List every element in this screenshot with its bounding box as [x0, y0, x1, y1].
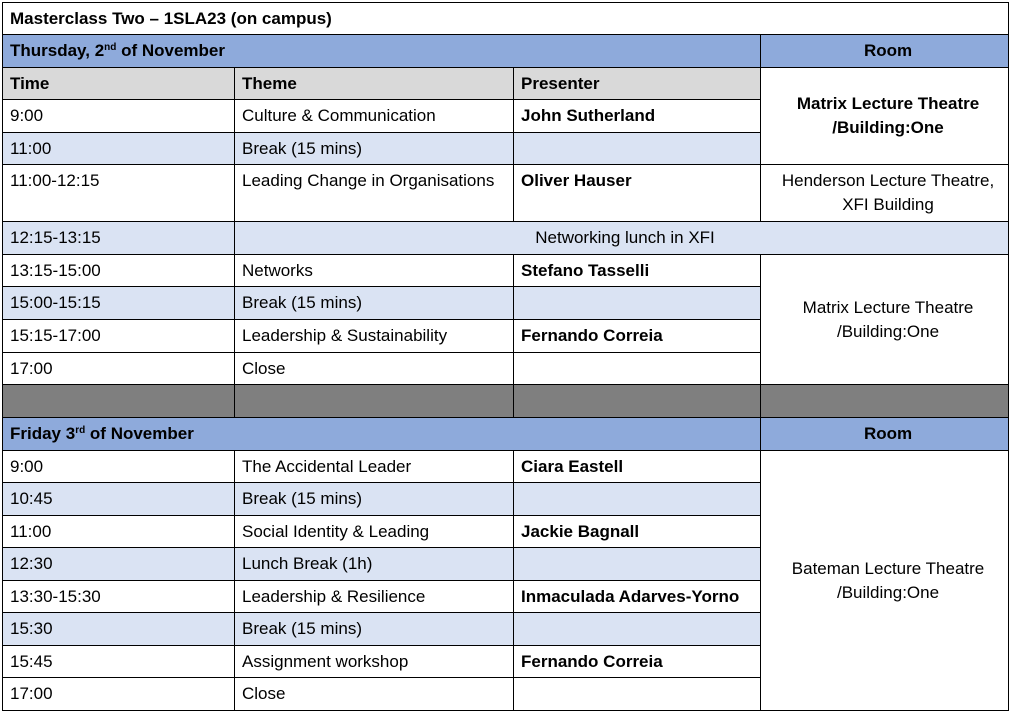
separator-cell: [514, 385, 761, 418]
page-title: Masterclass Two – 1SLA23 (on campus): [3, 3, 1009, 35]
room-header: Room: [761, 418, 1009, 451]
separator-row: [3, 385, 1009, 418]
table-row: [3, 222, 1009, 255]
time-cell: 17:00: [3, 353, 235, 385]
presenter-cell: Jackie Bagnall: [514, 516, 761, 548]
day1-heading: Thursday, 2nd of November: [3, 35, 761, 68]
column-header-row: [3, 68, 1009, 100]
room-cell: Henderson Lecture Theatre, XFI Building: [761, 165, 1009, 222]
theme-column-header: Theme: [235, 68, 514, 100]
time-cell: 15:00-15:15: [3, 287, 235, 320]
networking-lunch-cell: Networking lunch in XFI: [235, 222, 1009, 255]
presenter-cell: Stefano Tasselli: [514, 255, 761, 287]
theme-cell: Lunch Break (1h): [235, 548, 514, 581]
time-cell: 15:45: [3, 646, 235, 678]
table-row: [3, 165, 1009, 222]
room-header: Room: [761, 35, 1009, 68]
theme-cell: Break (15 mins): [235, 613, 514, 646]
time-cell: 12:15-13:15: [3, 222, 235, 255]
theme-cell: Leading Change in Organisations: [235, 165, 514, 222]
room-cell: Matrix Lecture Theatre /Building:One: [761, 255, 1009, 385]
schedule-table: [2, 2, 1009, 711]
theme-cell: Close: [235, 353, 514, 385]
separator-cell: [761, 385, 1009, 418]
time-cell: 10:45: [3, 483, 235, 516]
theme-cell: Break (15 mins): [235, 133, 514, 165]
presenter-cell: Ciara Eastell: [514, 451, 761, 483]
presenter-cell: [514, 353, 761, 385]
time-cell: 13:30-15:30: [3, 581, 235, 613]
time-column-header: Time: [3, 68, 235, 100]
theme-cell: Close: [235, 678, 514, 711]
time-cell: 15:15-17:00: [3, 320, 235, 353]
theme-cell: Networks: [235, 255, 514, 287]
presenter-cell: John Sutherland: [514, 100, 761, 133]
separator-cell: [3, 385, 235, 418]
separator-cell: [235, 385, 514, 418]
presenter-cell: [514, 613, 761, 646]
room-cell: Matrix Lecture Theatre /Building:One: [761, 68, 1009, 165]
table-row: [3, 255, 1009, 287]
table-row: [3, 451, 1009, 483]
theme-cell: Assignment workshop: [235, 646, 514, 678]
presenter-cell: Fernando Correia: [514, 320, 761, 353]
day1-header-row: [3, 35, 1009, 68]
theme-cell: The Accidental Leader: [235, 451, 514, 483]
title-row: [3, 3, 1009, 35]
theme-cell: Leadership & Resilience: [235, 581, 514, 613]
time-cell: 17:00: [3, 678, 235, 711]
presenter-cell: [514, 548, 761, 581]
time-cell: 13:15-15:00: [3, 255, 235, 287]
presenter-cell: Oliver Hauser: [514, 165, 761, 222]
presenter-cell: [514, 133, 761, 165]
time-cell: 9:00: [3, 100, 235, 133]
presenter-cell: [514, 483, 761, 516]
room-cell: Bateman Lecture Theatre /Building:One: [761, 451, 1009, 711]
theme-cell: Culture & Communication: [235, 100, 514, 133]
theme-cell: Break (15 mins): [235, 287, 514, 320]
presenter-cell: [514, 678, 761, 711]
time-cell: 12:30: [3, 548, 235, 581]
theme-cell: Break (15 mins): [235, 483, 514, 516]
presenter-cell: Inmaculada Adarves-Yorno: [514, 581, 761, 613]
time-cell: 11:00: [3, 133, 235, 165]
day2-heading: Friday 3rd of November: [3, 418, 761, 451]
day2-header-row: [3, 418, 1009, 451]
presenter-column-header: Presenter: [514, 68, 761, 100]
time-cell: 11:00: [3, 516, 235, 548]
presenter-cell: [514, 287, 761, 320]
time-cell: 11:00-12:15: [3, 165, 235, 222]
theme-cell: Leadership & Sustainability: [235, 320, 514, 353]
time-cell: 15:30: [3, 613, 235, 646]
theme-cell: Social Identity & Leading: [235, 516, 514, 548]
presenter-cell: Fernando Correia: [514, 646, 761, 678]
time-cell: 9:00: [3, 451, 235, 483]
